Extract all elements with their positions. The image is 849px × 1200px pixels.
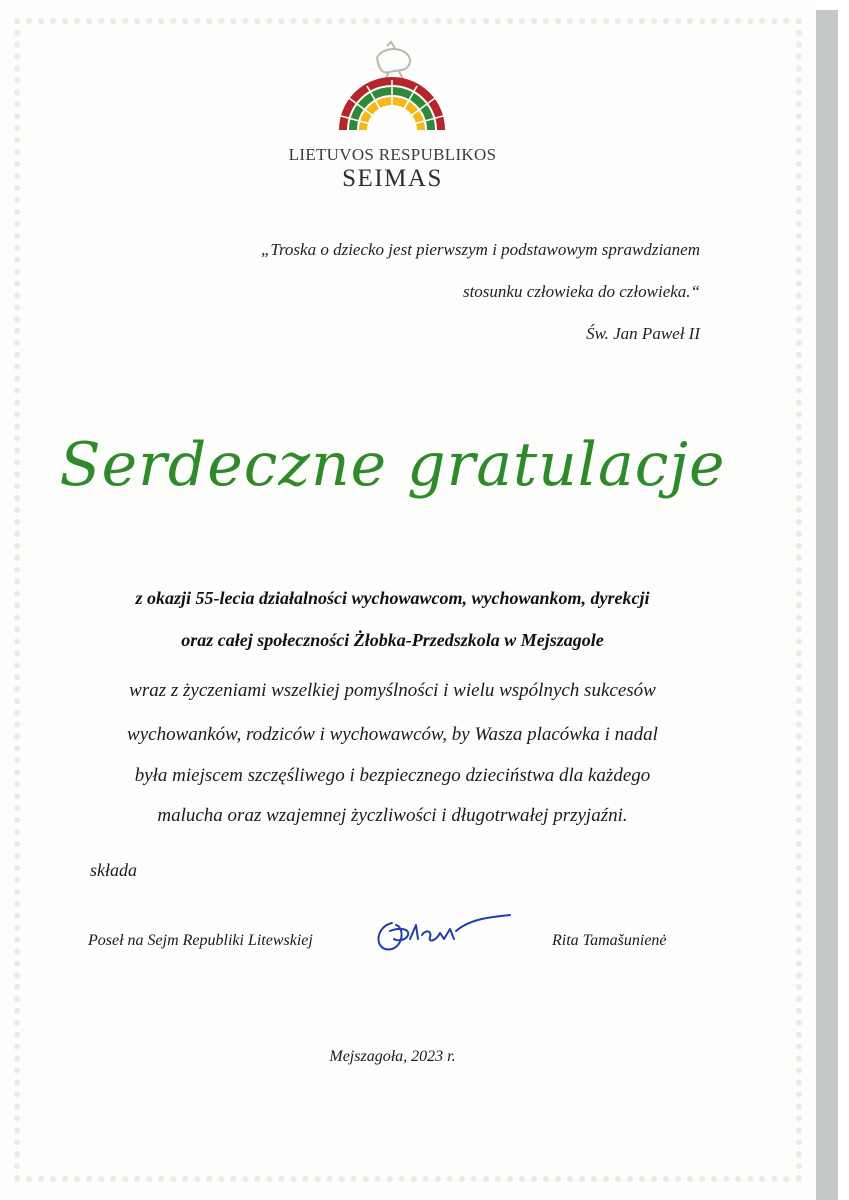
dedication-line-2: oraz całej społeczności Żłobka-Przedszkola w Mejszagole bbox=[181, 630, 604, 650]
quote-author: Św. Jan Paweł II bbox=[586, 324, 700, 343]
wishes-line-2: wychowanków, rodziców i wychowawców, by Wasza placówka i nadal bbox=[127, 724, 658, 745]
handwritten-signature bbox=[370, 905, 520, 965]
place-and-date: Mejszagoła, 2023 r. bbox=[329, 1048, 456, 1065]
wishes-line-3: była miejscem szczęśliwego i bezpiecznego dzieciństwa dla każdego bbox=[134, 765, 651, 786]
sklada-text: składa bbox=[90, 860, 137, 880]
wishes-line-4: malucha oraz wzajemnej życzliwości i długotrwałej przyjaźni. bbox=[157, 805, 628, 826]
org-name-line2: SEIMAS bbox=[342, 165, 443, 192]
wishes-line-1: wraz z życzeniami wszelkiej pomyślności i wielu wspólnych sukcesów bbox=[129, 680, 656, 701]
quote-line-2: stosunku człowieka do człowieka.“ bbox=[462, 282, 700, 301]
signer-name: Rita Tamašunienė bbox=[552, 932, 667, 949]
signer-position: Poseł na Sejm Republiki Litewskiej bbox=[88, 932, 313, 949]
certificate-heading: Serdeczne gratulacje bbox=[59, 430, 726, 500]
seimas-logo bbox=[329, 40, 455, 140]
scan-edge-shadow bbox=[816, 10, 838, 1200]
org-name-line1: LIETUVOS RESPUBLIKOS bbox=[288, 145, 497, 164]
scan-margin bbox=[838, 0, 849, 1200]
dedication-line-1: z okazji 55-lecia działalności wychowawcom, wychowankom, dyrekcji bbox=[135, 588, 650, 608]
quote-line-1: „Troska o dziecko jest pierwszym i podstawowym sprawdzianem bbox=[260, 240, 700, 259]
